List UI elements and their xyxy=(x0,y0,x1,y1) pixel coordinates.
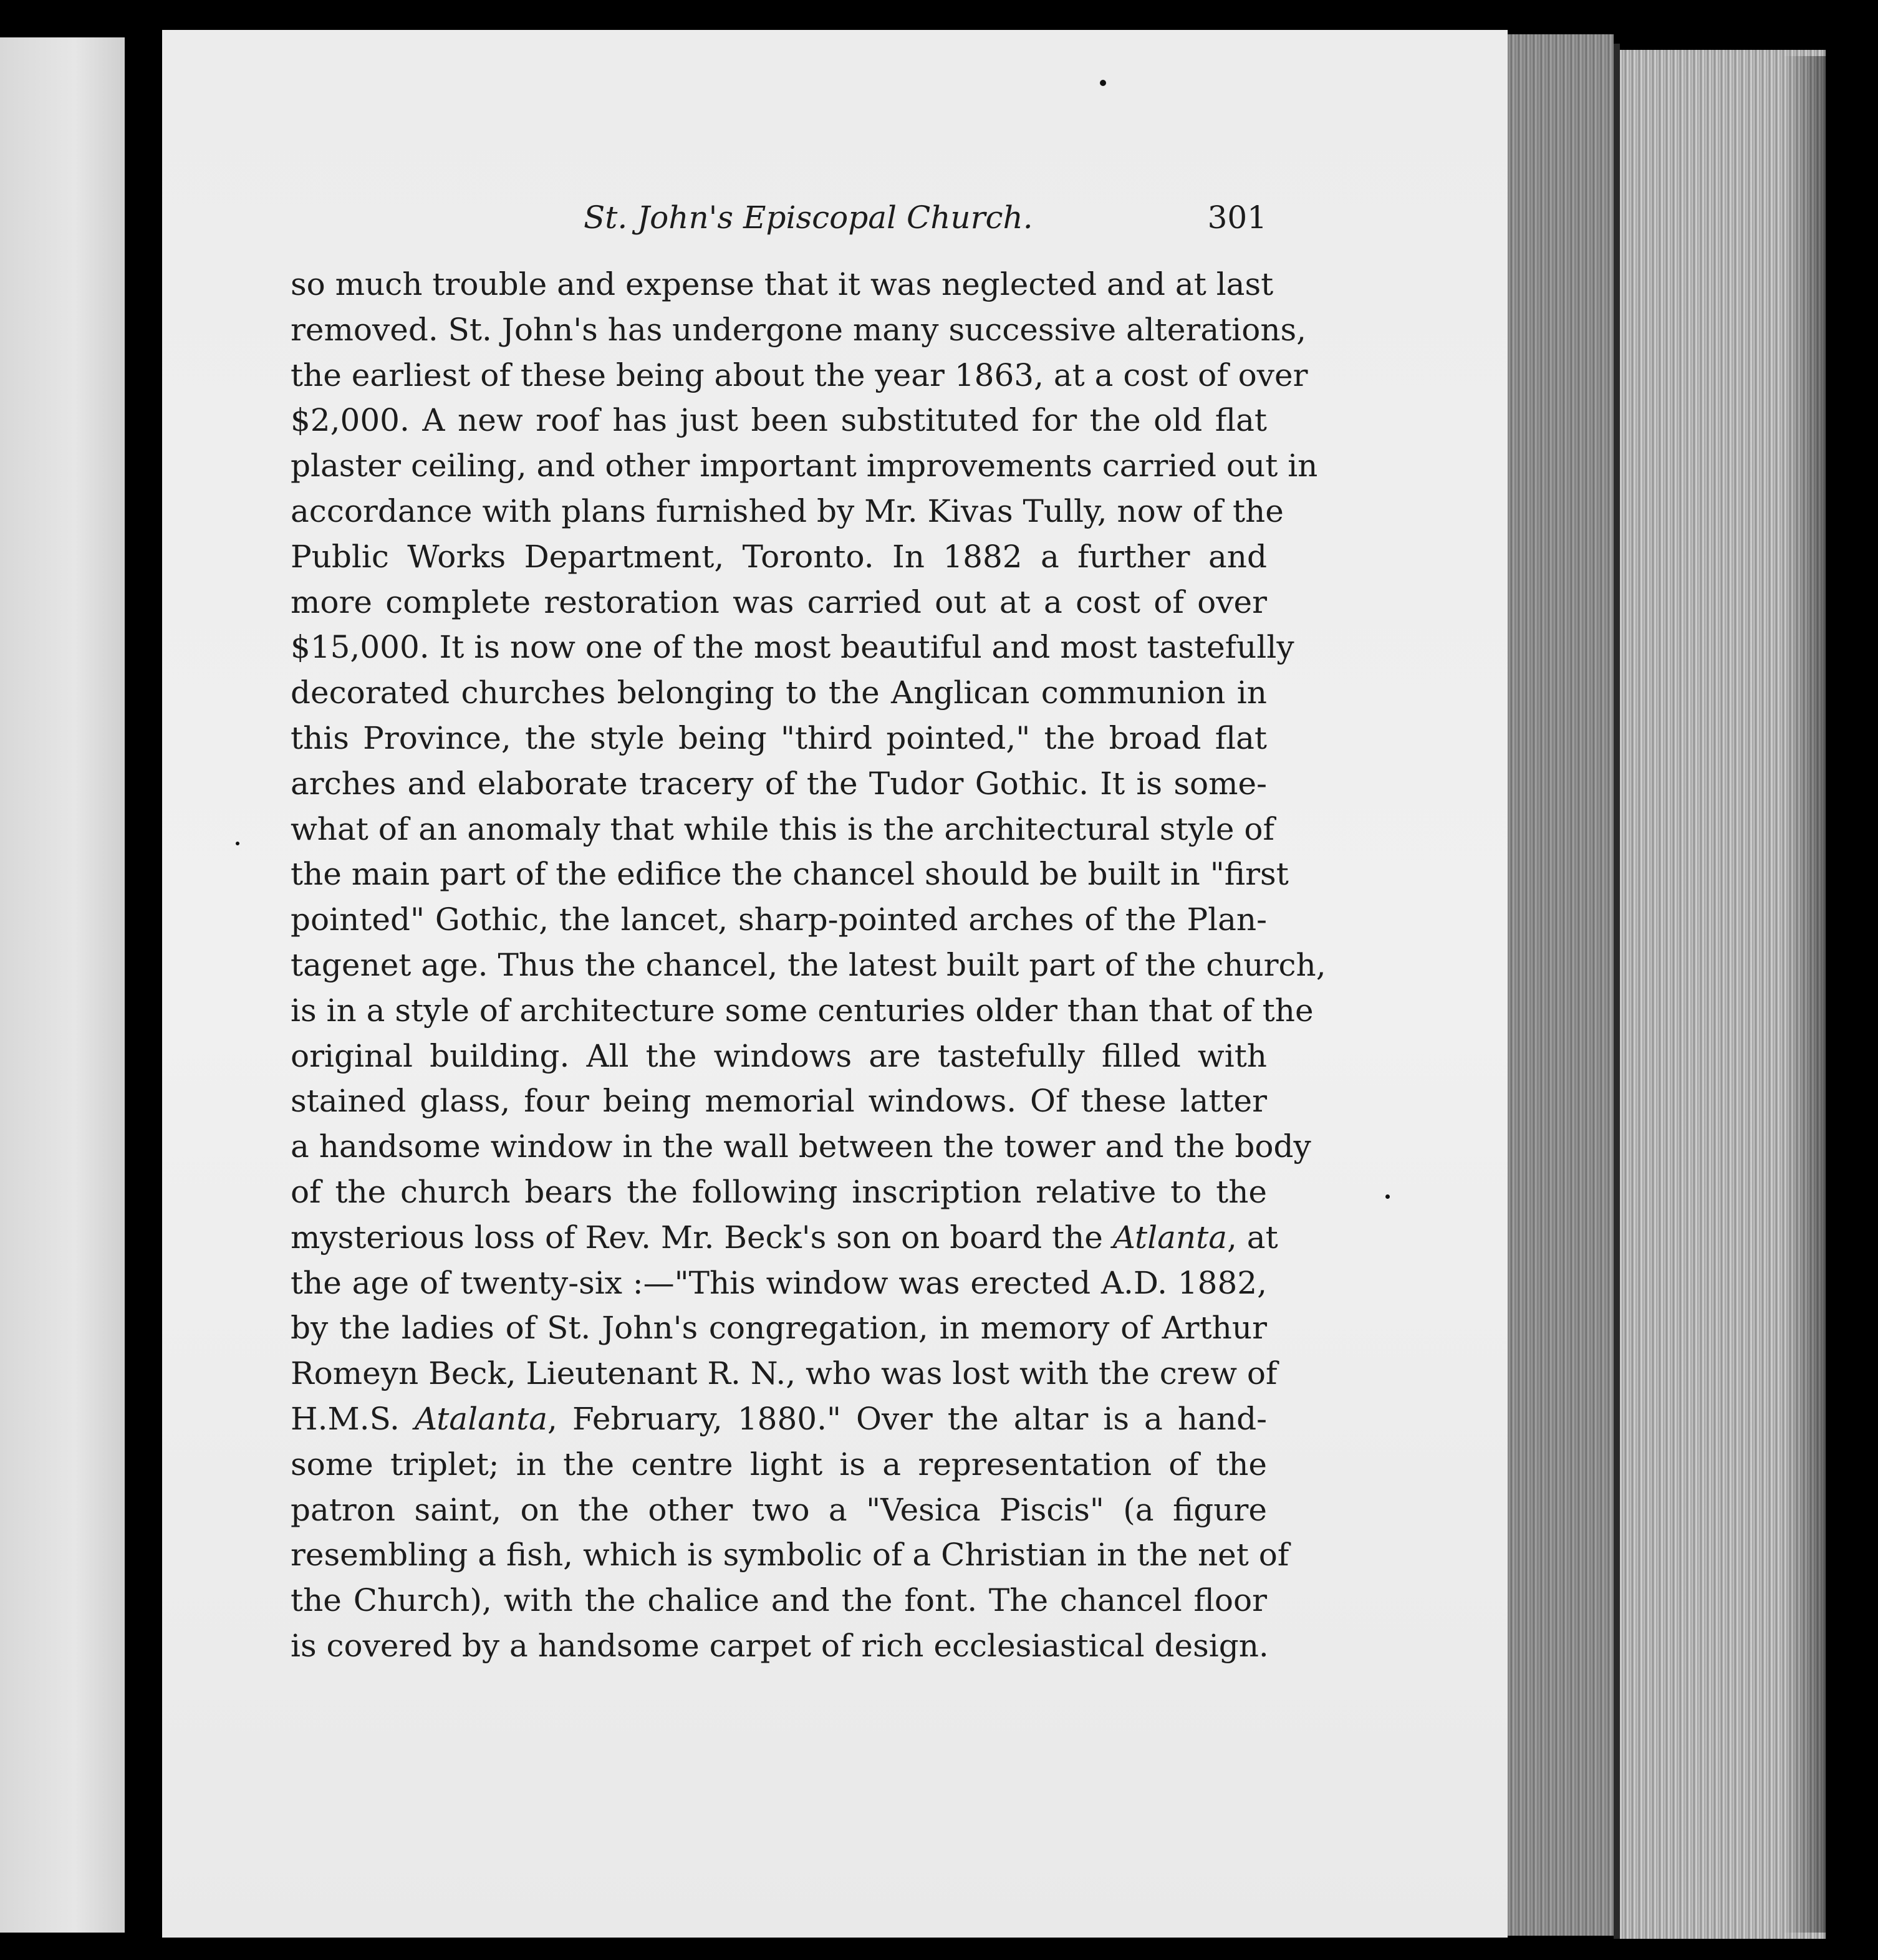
ship-name-italic: Atalanta xyxy=(414,1400,548,1437)
text-line: is in a style of architecture some centuries older than that of the xyxy=(291,992,1314,1029)
text-line: removed. St. John's has undergone many successive alterations, xyxy=(291,311,1307,348)
text-line: stained glass, four being memorial windows. Of these latter xyxy=(291,1083,1267,1120)
text-line: the main part of the edifice the chancel should be built in "first xyxy=(291,856,1289,893)
text-fragment: H.M.S. xyxy=(291,1400,415,1437)
text-line xyxy=(291,1396,1267,1442)
page-header xyxy=(291,195,1267,244)
text-line: is covered by a handsome carpet of rich ecclesiastical design. xyxy=(291,1627,1269,1664)
text-line: pointed" Gothic, the lancet, sharp-pointed arches of the Plan- xyxy=(291,901,1267,938)
page-number: 301 xyxy=(1207,199,1267,236)
text-line: more complete restoration was carried out at a cost of over xyxy=(291,584,1267,620)
text-line: patron saint, on the other two a "Vesica Piscis" (a figure xyxy=(291,1491,1267,1528)
print-speck xyxy=(1385,1194,1390,1199)
text-line: plaster ceiling, and other important improvements carried out in xyxy=(291,448,1318,484)
text-line: decorated churches belonging to the Anglican communion in xyxy=(291,675,1267,711)
text-line: what of an anomaly that while this is the architectural style of xyxy=(291,810,1274,847)
print-speck xyxy=(1100,80,1106,86)
book-edge-shadow xyxy=(1783,56,1833,1933)
ship-name-italic: Atlanta xyxy=(1112,1219,1228,1256)
text-line: $15,000. It is now one of the most beautiful and most tastefully xyxy=(291,629,1294,666)
text-line: resembling a fish, which is symbolic of a Christian in the net of xyxy=(291,1537,1289,1573)
print-speck xyxy=(236,842,239,845)
text-line: the Church), with the chalice and the font. The chancel floor xyxy=(291,1582,1267,1619)
text-line: tagenet age. Thus the chancel, the latest built part of the church, xyxy=(291,946,1326,983)
text-fragment: mysterious loss of Rev. Mr. Beck's son on board the xyxy=(291,1219,1113,1256)
text-line: Romeyn Beck, Lieutenant R. N., who was lost with the crew of xyxy=(291,1355,1278,1392)
body-text xyxy=(291,262,1326,1669)
text-line: of the church bears the following inscription relative to the xyxy=(291,1173,1267,1210)
text-fragment: , at xyxy=(1227,1219,1278,1256)
running-head: St. John's Episcopal Church. xyxy=(584,199,1033,236)
text-fragment: , February, 1880." Over the altar is a hand- xyxy=(547,1400,1267,1437)
text-line xyxy=(291,1215,1278,1261)
text-line: accordance with plans furnished by Mr. Kivas Tully, now of the xyxy=(291,492,1284,529)
text-line: arches and elaborate tracery of the Tudor Gothic. It is some- xyxy=(291,765,1267,802)
page-stack-divider xyxy=(1614,44,1620,1939)
text-line: a handsome window in the wall between the tower and the body xyxy=(291,1128,1311,1165)
text-line: the age of twenty-six :—"This window was erected A.D. 1882, xyxy=(291,1264,1267,1301)
text-line: original building. All the windows are tastefully filled with xyxy=(291,1037,1267,1074)
text-line: the earliest of these being about the year 1863, at a cost of over xyxy=(291,357,1308,393)
book-gutter xyxy=(125,31,162,1939)
text-line: by the ladies of St. John's congregation, in memory of Arthur xyxy=(291,1310,1267,1347)
text-line: Public Works Department, Toronto. In 1882 a further and xyxy=(291,538,1267,575)
text-line: $2,000. A new roof has just been substituted for the old flat xyxy=(291,402,1267,439)
text-line: some triplet; in the centre light is a representation of the xyxy=(291,1446,1267,1482)
page-fore-edge xyxy=(1508,34,1614,1936)
text-line: this Province, the style being "third pointed," the broad flat xyxy=(291,719,1267,756)
facing-page-edge xyxy=(0,37,125,1933)
text-line: so much trouble and expense that it was neglected and at last xyxy=(291,266,1274,302)
